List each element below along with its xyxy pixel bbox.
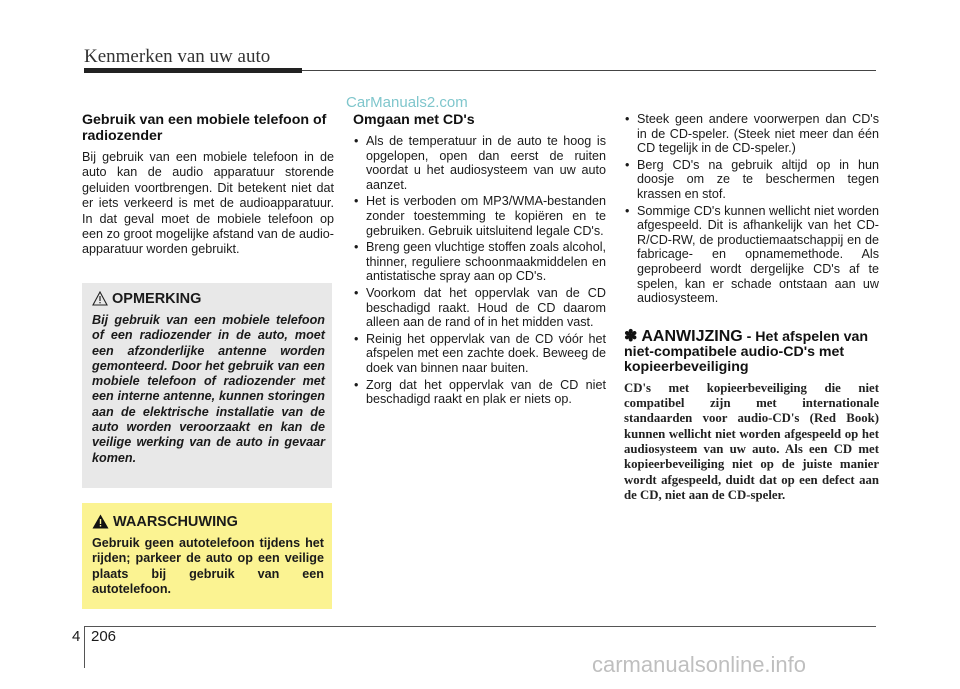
warning-triangle-icon (92, 514, 109, 529)
list-item: • Berg CD's na gebruik altijd op in hun doosje om ze te beschermen tegen krassen en stof. (625, 157, 879, 201)
list-item: • Zorg dat het oppervlak van de CD niet beschadigd raakt en plak er niets op. (354, 377, 606, 407)
page-number: 206 (91, 628, 117, 645)
list-item: • Reinig het oppervlak van de CD vóór het afspelen met een zachte doek. Beweeg de doek van binnen naar buiten. (354, 331, 606, 375)
note-box (82, 283, 332, 488)
note-body: Bij gebruik van een mobiele telefoon of een radiozender in de auto, moet een afzonderlijke antenne worden gemonteerd. Door het gebruik van een mobiele telefoon of radiozender met een interne antenne, kunnen storingen aan de elektrische installatie van de auto worden veroorzaakt en kan de veilige werking van de auto in gevaar komen. (92, 313, 325, 465)
column-right (624, 112, 879, 503)
tip-symbol-icon: ✽ (624, 327, 638, 345)
mobile-phone-paragraph: Bij gebruik van een mobiele telefoon in de auto kan de audio apparatuur storende geluiden voortbrengen. Dit betekent niet dat er iets verkeerd is met de audioapparatuur. In dat geval moet de mobiele telefoon op een zo groot mogelijke afstand van de audio-apparatuur worden gebruikt. (82, 150, 334, 257)
caution-triangle-icon (92, 291, 108, 306)
cd-handling-list (353, 134, 606, 407)
warning-title: WAARSCHUWING (113, 514, 238, 530)
note-heading (92, 291, 201, 307)
watermark-bottom: carmanualsonline.info (592, 652, 807, 677)
note-title: OPMERKING (112, 291, 202, 307)
tip-heading (624, 329, 879, 375)
list-item: • Voorkom dat het oppervlak van de CD beschadigd raakt. Houd de CD daarom alleen aan de rand of in het midden vast. (354, 285, 606, 330)
section-heading-mobile-phone: Gebruik van een mobiele telefoon of radiozender (82, 112, 327, 144)
watermark-top: CarManuals2.com (346, 94, 468, 111)
list-item: • Breng geen vluchtige stoffen zoals alcohol, thinner, reguliere schoonmaakmiddelen en antistatische spray aan op CD's. (354, 240, 606, 284)
column-middle (353, 112, 606, 409)
header-bar (84, 68, 302, 73)
tip-body: CD's met kopieerbeveiliging die niet compatibel zijn met internationale standaarden voor audio-CD's (Red Book) kunnen wellicht niet worden afgespeeld op het audiosysteem van uw auto. Als een CD met kopieerbeveiliging niet op de juiste manier wordt afgespeeld, duidt dat op een defect aan de CD, niet aan de CD-speler. (624, 380, 879, 502)
warning-heading (92, 514, 238, 530)
header-rule (302, 70, 876, 71)
list-item: • Steek geen andere voorwerpen dan CD's in de CD-speler. (Steek niet meer dan één CD tegelijk in de CD-speler.) (625, 112, 879, 156)
list-item: • Sommige CD's kunnen wellicht niet worden afgespeeld. Dit is afhankelijk van het CD-R/CD-RW, de productiemaatschappij en de fabricage- en opnamemethode. Als geprobeerd wordt dergelijke CD's af te spelen, kan er schade ontstaan aan uw audiosysteem. (625, 203, 879, 306)
page-header-title: Kenmerken van uw auto (84, 46, 271, 67)
tip-label: AANWIJZING (641, 327, 743, 345)
footer-vertical-rule (84, 626, 85, 668)
chapter-number: 4 (72, 628, 81, 645)
list-item: • Het is verboden om MP3/WMA-bestanden zonder toestemming te kopiëren en te gebruiken. Gebruik uitsluitend legale CD's. (354, 194, 606, 238)
tip-title: - Het afspelen van niet-compatibele audio-CD's met kopieerbeveiliging (624, 328, 869, 375)
warning-box (82, 503, 332, 609)
column-left (82, 112, 334, 258)
warning-body: Gebruik geen autotelefoon tijdens het rijden; parkeer de auto op een veilige plaats bij gebruik van een autotelefoon. (92, 536, 324, 596)
list-item: • Als de temperatuur in de auto te hoog is opgelopen, open dan eerst de ruiten voordat u het audiosysteem van uw auto aanzet. (354, 134, 606, 192)
cd-care-list (624, 112, 879, 306)
section-heading-cds: Omgaan met CD's (353, 112, 475, 128)
footer-rule (84, 626, 876, 627)
